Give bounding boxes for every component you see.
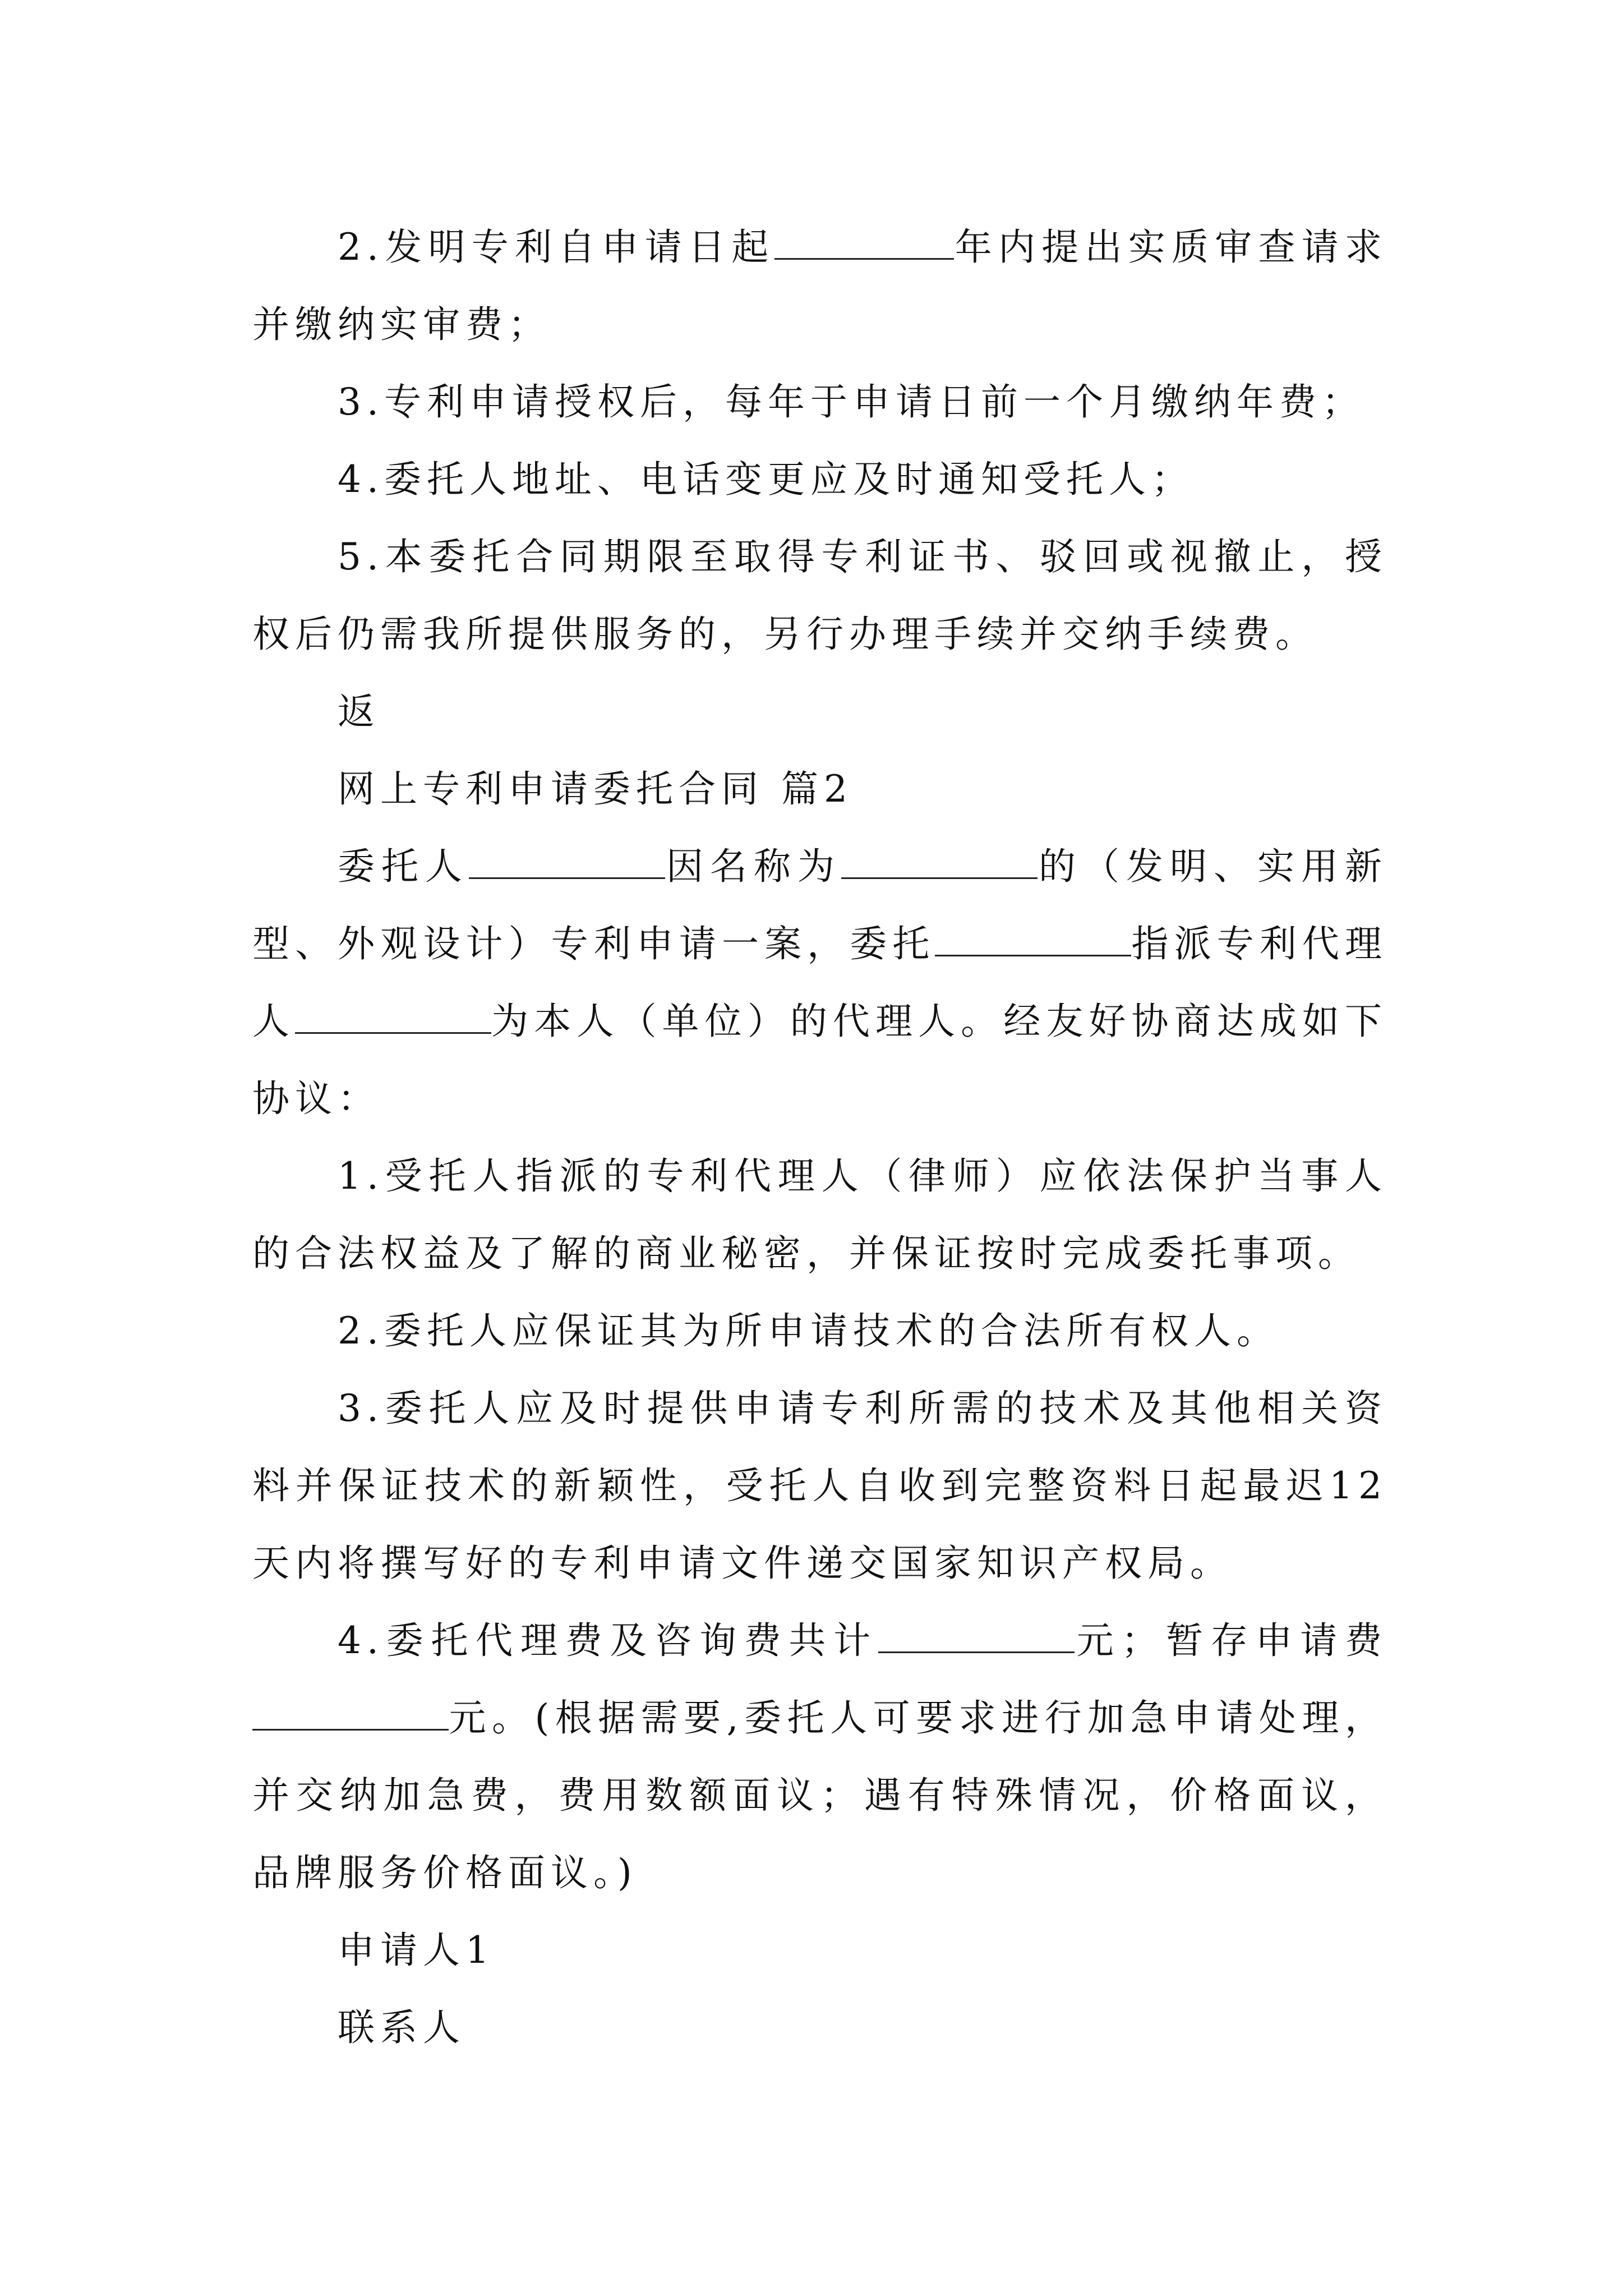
paragraph-annual-fee: 3.专利申请授权后，每年于申请日前一个月缴纳年费； <box>338 380 1364 424</box>
paragraph-contract-term: 5.本委托合同期限至取得专利证书、驳回或视撤止，授权后仍需我所提供服务的，另行办理手续并交纳手续费。 <box>252 535 1387 656</box>
section-title: 网上专利申请委托合同 篇2 <box>338 767 853 811</box>
label-applicant: 申请人1 <box>338 1929 495 1972</box>
text: 指派专利代理人 <box>252 922 1388 1043</box>
blank-agency-fee <box>878 1619 1075 1653</box>
blank-years <box>774 226 954 260</box>
blank-invention-name <box>841 845 1038 879</box>
paragraph-return: 返 <box>338 690 380 733</box>
text: 委托人 <box>338 845 469 888</box>
blank-client <box>469 845 665 879</box>
text: 2.发明专利自申请日起 <box>338 226 775 269</box>
label-contact: 联系人 <box>338 2006 465 2049</box>
text: 年内提出实质审查请求并缴纳实审费； <box>252 226 1387 346</box>
paragraph-materials: 3.委托人应及时提供申请专利所需的技术及其他相关资料并保证技术的新颖性，受托人自收到完整资料日起最迟12天内将撰写好的专利申请文件递交国家知识产权局。 <box>252 1387 1387 1585</box>
paragraph-parties <box>252 828 1387 1138</box>
blank-application-fee <box>252 1696 449 1731</box>
document-body <box>252 209 1387 2067</box>
paragraph-exam-request <box>252 209 1387 364</box>
blank-agency <box>935 922 1131 956</box>
text: 为本人（单位）的代理人。经友好协商达成如下协议： <box>252 1000 1388 1120</box>
text: 因名称为 <box>665 845 841 888</box>
blank-agent <box>295 1000 491 1034</box>
text: 元；暂存申请费 <box>1074 1619 1387 1662</box>
paragraph-fees <box>252 1602 1387 1912</box>
paragraph-agent-duty: 1.受托人指派的专利代理人（律师）应依法保护当事人的合法权益及了解的商业秘密，并保证按时完成委托事项。 <box>252 1154 1387 1275</box>
text: 的（发明、实用新型、外观设计）专利申请一案，委托 <box>252 845 1387 965</box>
text: 元。(根据需要,委托人可要求进行加急申请处理，并交纳加急费，费用数额面议；遇有特殊情况，价格面议，品牌服务价格面议。) <box>252 1696 1387 1894</box>
text: 4.委托代理费及咨询费共计 <box>338 1619 878 1662</box>
paragraph-ownership: 2.委托人应保证其为所申请技术的合法所有权人。 <box>338 1309 1279 1352</box>
paragraph-address-change: 4.委托人地址、电话变更应及时通知受托人； <box>338 458 1194 501</box>
